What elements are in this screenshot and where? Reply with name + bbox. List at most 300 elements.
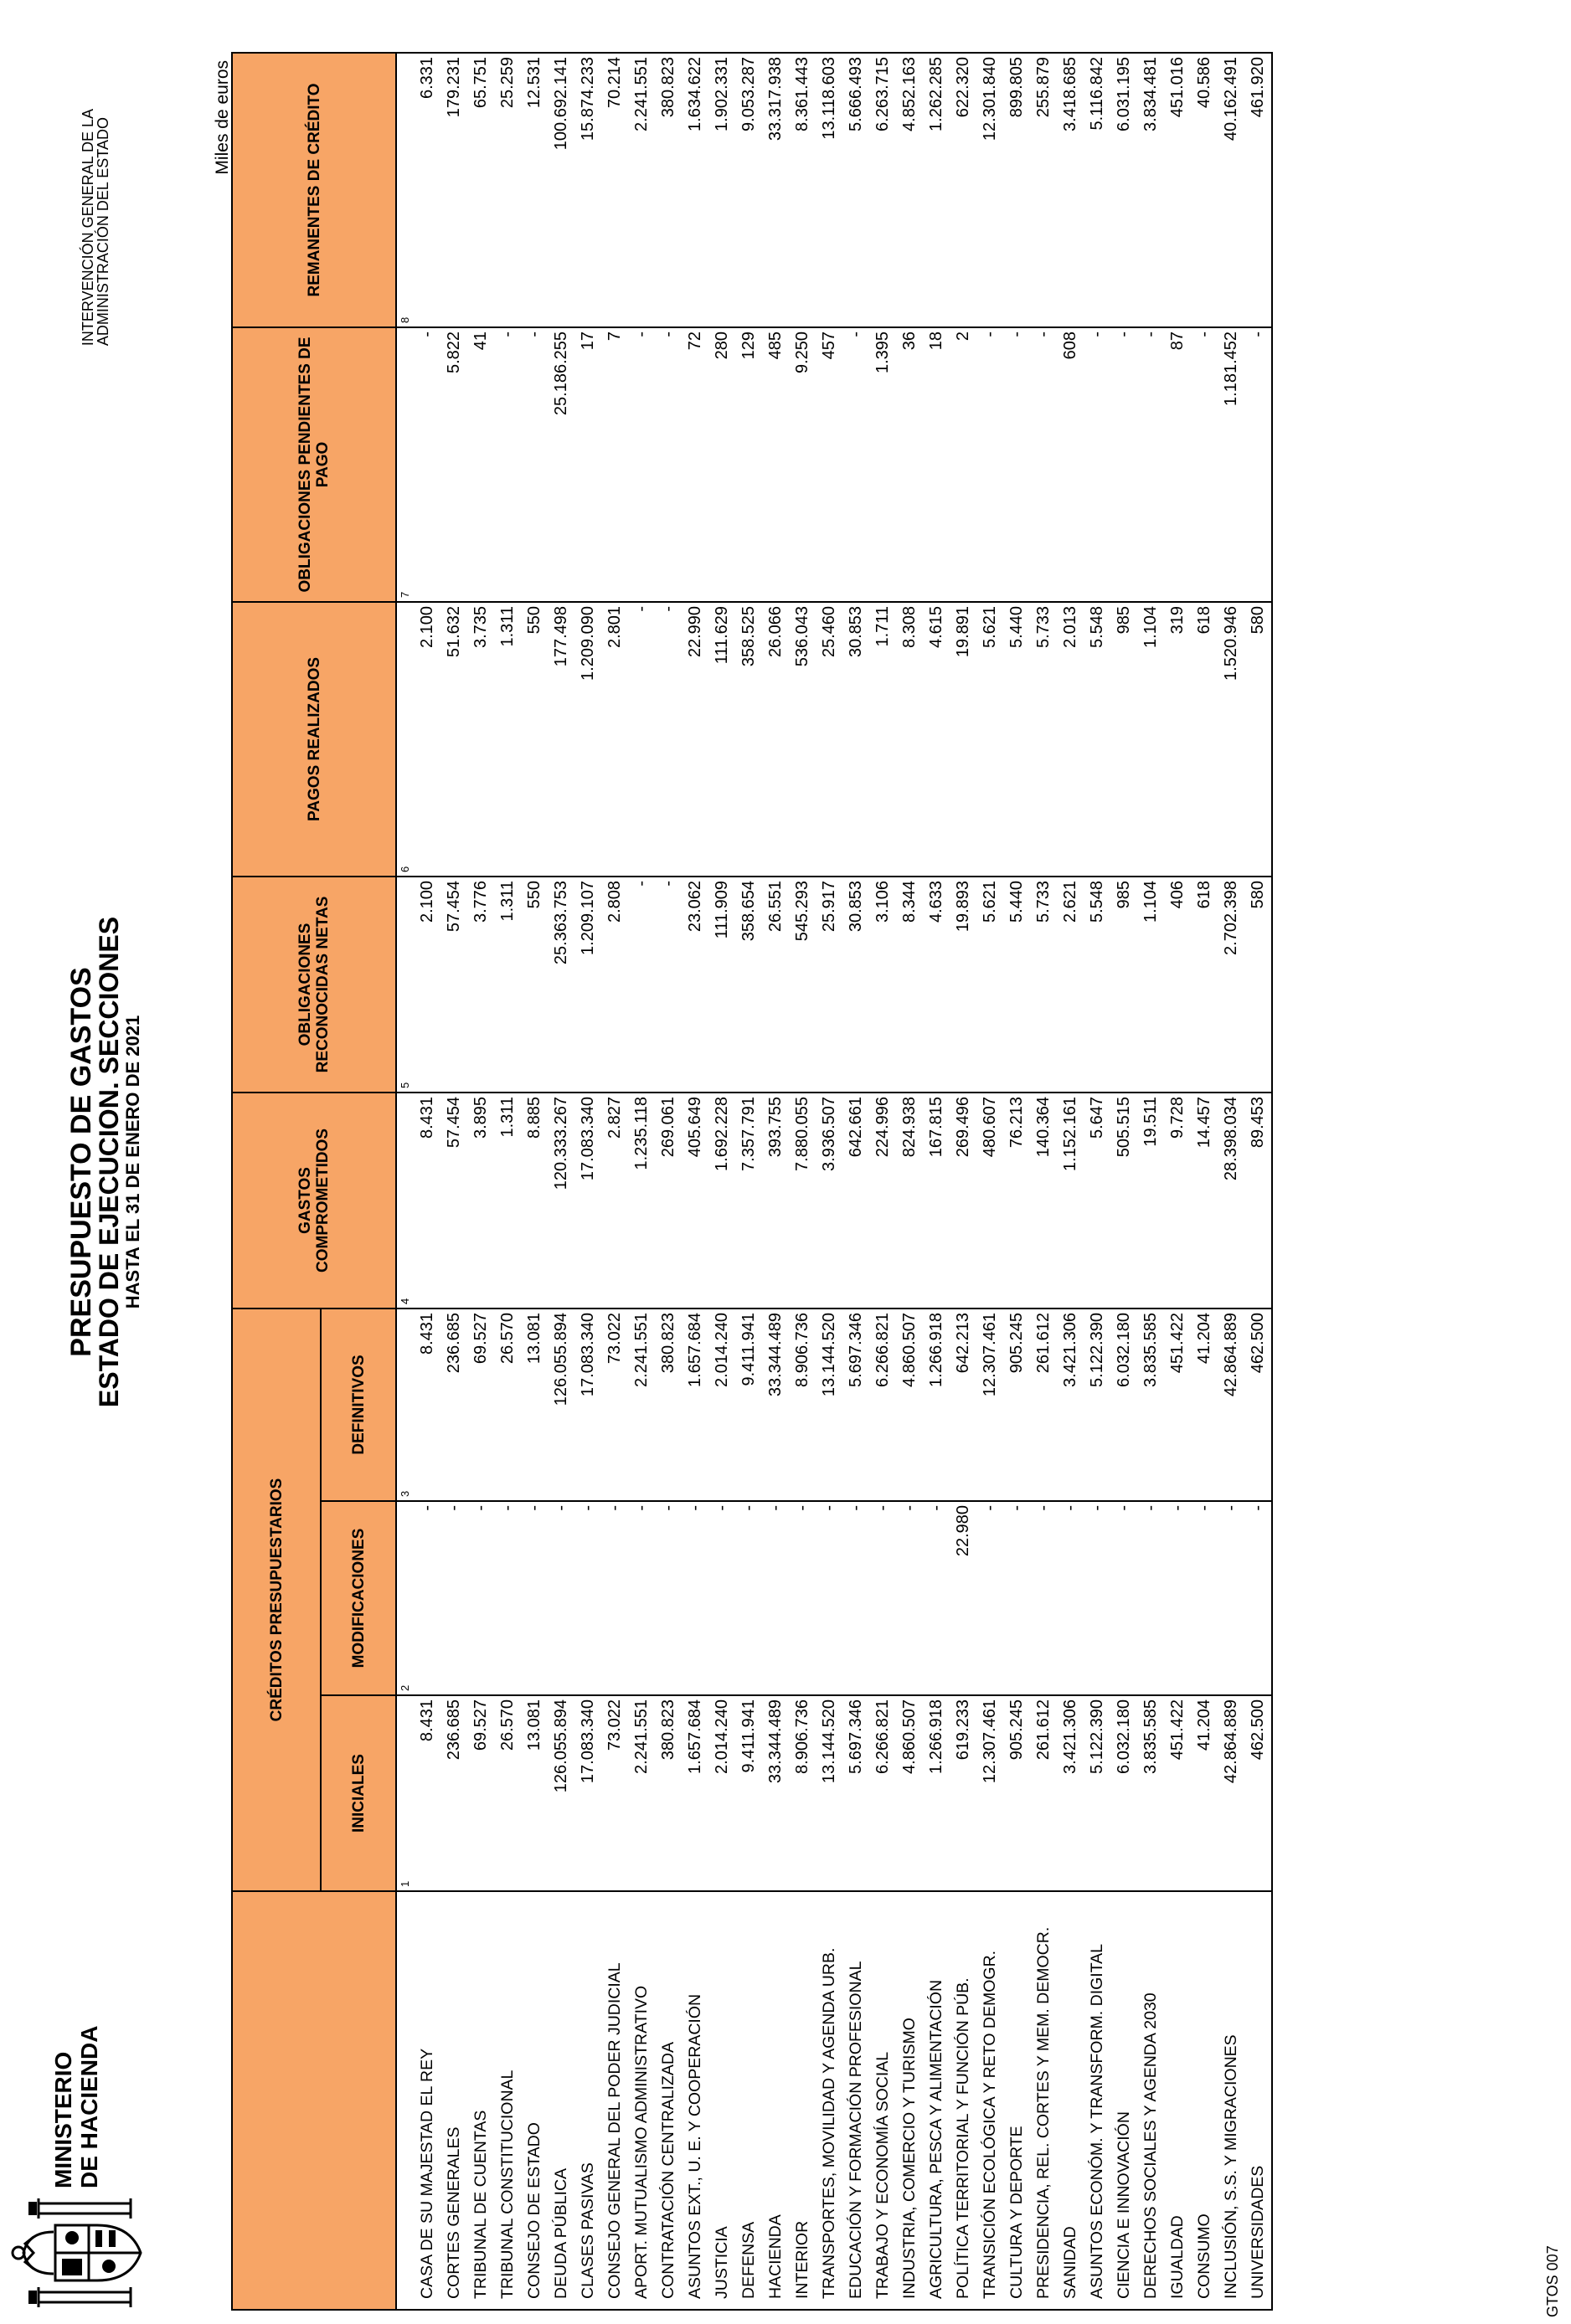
cell-iniciales: 380.823	[655, 1695, 682, 1891]
cell-obligaciones: 550	[521, 877, 548, 1093]
cell-remanentes: 12.301.840	[976, 53, 1003, 327]
table-row	[708, 53, 735, 2310]
cell-pagos: 1.711	[869, 602, 896, 877]
cell-iniciales: 2.241.551	[628, 1695, 655, 1891]
cell-pendientes: -	[655, 327, 682, 602]
table-row	[1191, 53, 1218, 2310]
cell-gastos: 1.235.118	[628, 1093, 655, 1309]
cell-iniciales: 12.307.461	[976, 1695, 1003, 1891]
cell-seccion: DEUDA PÚBLICA	[548, 1891, 574, 2310]
cell-seccion: CONSUMO	[1191, 1891, 1218, 2310]
cell-gastos: 7.357.791	[735, 1093, 762, 1309]
cell-pendientes: 5.822	[440, 327, 467, 602]
cell-modificaciones: -	[1244, 1501, 1272, 1695]
cell-pagos: 550	[521, 602, 548, 877]
cell-obligaciones: 26.551	[762, 877, 789, 1093]
table-row	[923, 53, 950, 2310]
cell-definitivos: 451.422	[1164, 1309, 1191, 1501]
column-number-blank	[396, 1891, 414, 2310]
cell-gastos: 9.728	[1164, 1093, 1191, 1309]
cell-gastos: 2.827	[601, 1093, 628, 1309]
cell-gastos: 167.815	[923, 1093, 950, 1309]
cell-iniciales: 905.245	[1003, 1695, 1030, 1891]
cell-pendientes: 41	[467, 327, 494, 602]
column-number: 4	[396, 1093, 414, 1309]
cell-pagos: 22.990	[682, 602, 708, 877]
cell-iniciales: 42.864.889	[1218, 1695, 1244, 1891]
cell-pendientes: -	[1110, 327, 1137, 602]
cell-remanentes: 65.751	[467, 53, 494, 327]
cell-remanentes: 3.834.481	[1137, 53, 1164, 327]
cell-definitivos: 42.864.889	[1218, 1309, 1244, 1501]
cell-gastos: 269.061	[655, 1093, 682, 1309]
cell-modificaciones: -	[1191, 1501, 1218, 1695]
cell-pagos: 2.801	[601, 602, 628, 877]
cell-pagos: -	[628, 602, 655, 877]
cell-pagos: 19.891	[950, 602, 976, 877]
cell-gastos: 140.364	[1030, 1093, 1057, 1309]
cell-obligaciones: 5.733	[1030, 877, 1057, 1093]
table-row	[1057, 53, 1084, 2310]
ministry-line-1: MINISTERIO	[50, 2051, 76, 2188]
cell-iniciales: 8.906.736	[789, 1695, 816, 1891]
column-number: 1	[396, 1695, 414, 1891]
cell-pendientes: -	[1137, 327, 1164, 602]
cell-seccion: CORTES GENERALES	[440, 1891, 467, 2310]
cell-gastos: 642.661	[842, 1093, 869, 1309]
cell-seccion: INDUSTRIA, COMERCIO Y TURISMO	[896, 1891, 923, 2310]
cell-remanentes: 1.902.331	[708, 53, 735, 327]
cell-modificaciones: -	[1030, 1501, 1057, 1695]
cell-pagos: 5.733	[1030, 602, 1057, 877]
cell-pagos: 177.498	[548, 602, 574, 877]
cell-modificaciones: -	[976, 1501, 1003, 1695]
table-row	[1110, 53, 1137, 2310]
cell-pendientes: 1.395	[869, 327, 896, 602]
cell-pagos: 51.632	[440, 602, 467, 877]
cell-obligaciones: 4.633	[923, 877, 950, 1093]
cell-modificaciones: -	[1084, 1501, 1110, 1695]
issuing-office-line-1: INTERVENCIÓN GENERAL DE LA	[80, 109, 96, 347]
cell-pendientes: 9.250	[789, 327, 816, 602]
cell-pendientes: -	[414, 327, 440, 602]
table-row	[440, 53, 467, 2310]
cell-modificaciones: -	[896, 1501, 923, 1695]
cell-modificaciones: -	[682, 1501, 708, 1695]
cell-gastos: 1.692.228	[708, 1093, 735, 1309]
cell-pendientes: -	[628, 327, 655, 602]
cell-modificaciones: -	[869, 1501, 896, 1695]
cell-definitivos: 5.697.346	[842, 1309, 869, 1501]
cell-seccion: ASUNTOS ECONÓM. Y TRANSFORM. DIGITAL	[1084, 1891, 1110, 2310]
table-row	[601, 53, 628, 2310]
table-row	[521, 53, 548, 2310]
header-pagos-realizados: PAGOS REALIZADOS	[232, 602, 396, 877]
table-row	[628, 53, 655, 2310]
table-row	[467, 53, 494, 2310]
cell-remanentes: 6.031.195	[1110, 53, 1137, 327]
cell-definitivos: 2.014.240	[708, 1309, 735, 1501]
cell-definitivos: 261.612	[1030, 1309, 1057, 1501]
cell-modificaciones: -	[1137, 1501, 1164, 1695]
cell-gastos: 1.152.161	[1057, 1093, 1084, 1309]
cell-seccion: EDUCACIÓN Y FORMACIÓN PROFESIONAL	[842, 1891, 869, 2310]
table-row	[1030, 53, 1057, 2310]
cell-iniciales: 33.344.489	[762, 1695, 789, 1891]
cell-pagos: 618	[1191, 602, 1218, 877]
cell-remanentes: 451.016	[1164, 53, 1191, 327]
cell-modificaciones: -	[521, 1501, 548, 1695]
cell-seccion: SANIDAD	[1057, 1891, 1084, 2310]
cell-remanentes: 4.852.163	[896, 53, 923, 327]
table-row	[976, 53, 1003, 2310]
cell-pagos: 25.460	[816, 602, 842, 877]
cell-definitivos: 4.860.507	[896, 1309, 923, 1501]
cell-iniciales: 4.860.507	[896, 1695, 923, 1891]
cell-definitivos: 236.685	[440, 1309, 467, 1501]
cell-seccion: TRIBUNAL DE CUENTAS	[467, 1891, 494, 2310]
cell-definitivos: 1.657.684	[682, 1309, 708, 1501]
form-code: GTOS 007	[1544, 2245, 1561, 2317]
cell-definitivos: 26.570	[494, 1309, 521, 1501]
cell-seccion: TRANSICIÓN ECOLÓGICA Y RETO DEMOGR.	[976, 1891, 1003, 2310]
cell-seccion: UNIVERSIDADES	[1244, 1891, 1272, 2310]
cell-gastos: 89.453	[1244, 1093, 1272, 1309]
table-row	[1164, 53, 1191, 2310]
cell-gastos: 269.496	[950, 1093, 976, 1309]
cell-pagos: 1.104	[1137, 602, 1164, 877]
table-row	[574, 53, 601, 2310]
cell-remanentes: 5.116.842	[1084, 53, 1110, 327]
cell-pendientes: -	[1191, 327, 1218, 602]
table-row	[950, 53, 976, 2310]
cell-obligaciones: 1.311	[494, 877, 521, 1093]
cell-seccion: INCLUSIÓN, S.S. Y MIGRACIONES	[1218, 1891, 1244, 2310]
table-row	[735, 53, 762, 2310]
cell-pendientes: 25.186.255	[548, 327, 574, 602]
cell-obligaciones: 406	[1164, 877, 1191, 1093]
cell-iniciales: 26.570	[494, 1695, 521, 1891]
header-definitivos: DEFINITIVOS	[321, 1309, 396, 1501]
report-title-block	[67, 0, 144, 2324]
cell-definitivos: 8.431	[414, 1309, 440, 1501]
cell-modificaciones: -	[1110, 1501, 1137, 1695]
cell-obligaciones: -	[655, 877, 682, 1093]
cell-modificaciones: -	[816, 1501, 842, 1695]
cell-definitivos: 69.527	[467, 1309, 494, 1501]
cell-gastos: 224.996	[869, 1093, 896, 1309]
column-number: 3	[396, 1309, 414, 1501]
table-row	[1244, 53, 1272, 2310]
cell-seccion: DEFENSA	[735, 1891, 762, 2310]
cell-pagos: 1.520.946	[1218, 602, 1244, 877]
cell-iniciales: 1.266.918	[923, 1695, 950, 1891]
cell-iniciales: 3.421.306	[1057, 1695, 1084, 1891]
cell-seccion: DERECHOS SOCIALES Y AGENDA 2030	[1137, 1891, 1164, 2310]
cell-iniciales: 261.612	[1030, 1695, 1057, 1891]
cell-modificaciones: -	[842, 1501, 869, 1695]
cell-seccion: CONSEJO DE ESTADO	[521, 1891, 548, 2310]
cell-iniciales: 6.266.821	[869, 1695, 896, 1891]
cell-modificaciones: -	[1218, 1501, 1244, 1695]
cell-pendientes: 18	[923, 327, 950, 602]
cell-modificaciones: -	[789, 1501, 816, 1695]
cell-pendientes: 485	[762, 327, 789, 602]
cell-pendientes: 1.181.452	[1218, 327, 1244, 602]
cell-obligaciones: 30.853	[842, 877, 869, 1093]
cell-iniciales: 619.233	[950, 1695, 976, 1891]
cell-seccion: TRABAJO Y ECONOMÍA SOCIAL	[869, 1891, 896, 2310]
cell-pendientes: 17	[574, 327, 601, 602]
cell-gastos: 480.607	[976, 1093, 1003, 1309]
table-row	[1137, 53, 1164, 2310]
cell-remanentes: 9.053.287	[735, 53, 762, 327]
cell-pendientes: 7	[601, 327, 628, 602]
cell-remanentes: 70.214	[601, 53, 628, 327]
cell-iniciales: 6.032.180	[1110, 1695, 1137, 1891]
cell-definitivos: 380.823	[655, 1309, 682, 1501]
cell-remanentes: 1.634.622	[682, 53, 708, 327]
cell-seccion: INTERIOR	[789, 1891, 816, 2310]
cell-pagos: 2.100	[414, 602, 440, 877]
cell-seccion: AGRICULTURA, PESCA Y ALIMENTACIÓN	[923, 1891, 950, 2310]
cell-remanentes: 8.361.443	[789, 53, 816, 327]
cell-obligaciones: 5.548	[1084, 877, 1110, 1093]
cell-gastos: 57.454	[440, 1093, 467, 1309]
table-row	[1003, 53, 1030, 2310]
cell-modificaciones: -	[414, 1501, 440, 1695]
cell-pagos: 111.629	[708, 602, 735, 877]
cell-obligaciones: 23.062	[682, 877, 708, 1093]
cell-obligaciones: 111.909	[708, 877, 735, 1093]
cell-obligaciones: 358.654	[735, 877, 762, 1093]
cell-pagos: 26.066	[762, 602, 789, 877]
cell-pendientes: -	[976, 327, 1003, 602]
cell-pendientes: 87	[1164, 327, 1191, 602]
cell-seccion: CONTRATACIÓN CENTRALIZADA	[655, 1891, 682, 2310]
cell-pendientes: 129	[735, 327, 762, 602]
table-row	[789, 53, 816, 2310]
ministry-line-2: DE HACIENDA	[76, 2025, 102, 2188]
cell-remanentes: 1.262.285	[923, 53, 950, 327]
cell-pagos: 5.548	[1084, 602, 1110, 877]
cell-gastos: 76.213	[1003, 1093, 1030, 1309]
cell-pagos: 8.308	[896, 602, 923, 877]
cell-seccion: PRESIDENCIA, REL. CORTES Y MEM. DEMOCR.	[1030, 1891, 1057, 2310]
cell-gastos: 19.511	[1137, 1093, 1164, 1309]
table-row	[896, 53, 923, 2310]
report-subtitle: ESTADO DE EJECUCION. SECCIONES	[94, 916, 124, 1408]
cell-gastos: 17.083.340	[574, 1093, 601, 1309]
cell-modificaciones: -	[923, 1501, 950, 1695]
budget-execution-table	[231, 52, 1273, 2311]
cell-seccion: CONSEJO GENERAL DEL PODER JUDICIAL	[601, 1891, 628, 2310]
cell-gastos: 120.333.267	[548, 1093, 574, 1309]
cell-pendientes: 608	[1057, 327, 1084, 602]
cell-definitivos: 17.083.340	[574, 1309, 601, 1501]
cell-definitivos: 41.204	[1191, 1309, 1218, 1501]
cell-iniciales: 1.657.684	[682, 1695, 708, 1891]
cell-seccion: APORT. MUTUALISMO ADMINISTRATIVO	[628, 1891, 655, 2310]
cell-iniciales: 13.144.520	[816, 1695, 842, 1891]
cell-definitivos: 8.906.736	[789, 1309, 816, 1501]
cell-obligaciones: 618	[1191, 877, 1218, 1093]
cell-iniciales: 9.411.941	[735, 1695, 762, 1891]
cell-definitivos: 3.835.585	[1137, 1309, 1164, 1501]
cell-iniciales: 451.422	[1164, 1695, 1191, 1891]
cell-definitivos: 2.241.551	[628, 1309, 655, 1501]
cell-iniciales: 5.697.346	[842, 1695, 869, 1891]
table-row	[869, 53, 896, 2310]
cell-definitivos: 73.022	[601, 1309, 628, 1501]
header-section-blank	[232, 1891, 396, 2310]
cell-definitivos: 126.055.894	[548, 1309, 574, 1501]
cell-iniciales: 3.835.585	[1137, 1695, 1164, 1891]
cell-gastos: 14.457	[1191, 1093, 1218, 1309]
cell-obligaciones: -	[628, 877, 655, 1093]
header-remanentes-credito: REMANENTES DE CRÉDITO	[232, 53, 396, 327]
cell-obligaciones: 19.893	[950, 877, 976, 1093]
cell-remanentes: 899.805	[1003, 53, 1030, 327]
header-obligaciones-pendientes: OBLIGACIONES PENDIENTES DE PAGO	[232, 327, 396, 602]
cell-gastos: 28.398.034	[1218, 1093, 1244, 1309]
table-row	[1084, 53, 1110, 2310]
cell-pagos: 985	[1110, 602, 1137, 877]
cell-obligaciones: 2.702.398	[1218, 877, 1244, 1093]
cell-modificaciones: 22.980	[950, 1501, 976, 1695]
table-row	[414, 53, 440, 2310]
cell-modificaciones: -	[762, 1501, 789, 1695]
cell-remanentes: 179.231	[440, 53, 467, 327]
cell-modificaciones: -	[574, 1501, 601, 1695]
cell-remanentes: 3.418.685	[1057, 53, 1084, 327]
cell-obligaciones: 57.454	[440, 877, 467, 1093]
cell-modificaciones: -	[1057, 1501, 1084, 1695]
cell-obligaciones: 1.209.107	[574, 877, 601, 1093]
header-modificaciones: MODIFICACIONES	[321, 1501, 396, 1695]
cell-iniciales: 41.204	[1191, 1695, 1218, 1891]
cell-seccion: IGUALDAD	[1164, 1891, 1191, 2310]
column-number: 5	[396, 877, 414, 1093]
cell-definitivos: 642.213	[950, 1309, 976, 1501]
cell-obligaciones: 985	[1110, 877, 1137, 1093]
cell-obligaciones: 580	[1244, 877, 1272, 1093]
cell-seccion: TRANSPORTES, MOVILIDAD Y AGENDA URB.	[816, 1891, 842, 2310]
cell-definitivos: 1.266.918	[923, 1309, 950, 1501]
cell-gastos: 405.649	[682, 1093, 708, 1309]
issuing-office	[80, 109, 111, 346]
cell-pendientes: -	[1030, 327, 1057, 602]
cell-pagos: 4.615	[923, 602, 950, 877]
cell-remanentes: 100.692.141	[548, 53, 574, 327]
units-label: Miles de euros	[213, 60, 232, 175]
cell-definitivos: 12.307.461	[976, 1309, 1003, 1501]
table-row	[762, 53, 789, 2310]
cell-remanentes: 13.118.603	[816, 53, 842, 327]
cell-seccion: CULTURA Y DEPORTE	[1003, 1891, 1030, 2310]
cell-obligaciones: 1.104	[1137, 877, 1164, 1093]
cell-remanentes: 12.531	[521, 53, 548, 327]
cell-seccion: TRIBUNAL CONSTITUCIONAL	[494, 1891, 521, 2310]
cell-modificaciones: -	[440, 1501, 467, 1695]
cell-obligaciones: 8.344	[896, 877, 923, 1093]
cell-pendientes: -	[494, 327, 521, 602]
table-row	[816, 53, 842, 2310]
cell-iniciales: 2.014.240	[708, 1695, 735, 1891]
cell-remanentes: 15.874.233	[574, 53, 601, 327]
cell-definitivos: 33.344.489	[762, 1309, 789, 1501]
cell-pendientes: -	[521, 327, 548, 602]
cell-modificaciones: -	[467, 1501, 494, 1695]
cell-iniciales: 73.022	[601, 1695, 628, 1891]
cell-pendientes: 36	[896, 327, 923, 602]
table-row	[494, 53, 521, 2310]
column-number-row	[396, 53, 414, 2310]
issuing-office-line-2: ADMINISTRACIÓN DEL ESTADO	[95, 117, 111, 347]
cell-obligaciones: 25.363.753	[548, 877, 574, 1093]
cell-definitivos: 905.245	[1003, 1309, 1030, 1501]
cell-seccion: HACIENDA	[762, 1891, 789, 2310]
cell-gastos: 7.880.055	[789, 1093, 816, 1309]
cell-pagos: -	[655, 602, 682, 877]
cell-remanentes: 380.823	[655, 53, 682, 327]
cell-modificaciones: -	[494, 1501, 521, 1695]
cell-seccion: JUSTICIA	[708, 1891, 735, 2310]
column-number: 8	[396, 53, 414, 327]
cell-pendientes: -	[1244, 327, 1272, 602]
table-row	[655, 53, 682, 2310]
cell-pagos: 1.209.090	[574, 602, 601, 877]
cell-seccion: POLÍTICA TERRITORIAL Y FUNCIÓN PÚB.	[950, 1891, 976, 2310]
cell-obligaciones: 3.776	[467, 877, 494, 1093]
cell-remanentes: 255.879	[1030, 53, 1057, 327]
cell-remanentes: 40.586	[1191, 53, 1218, 327]
cell-definitivos: 462.500	[1244, 1309, 1272, 1501]
cell-modificaciones: -	[708, 1501, 735, 1695]
report-title: PRESUPUESTO DE GASTOS	[65, 967, 97, 1357]
cell-definitivos: 9.411.941	[735, 1309, 762, 1501]
header-gastos-comprometidos: GASTOS COMPROMETIDOS	[232, 1093, 396, 1309]
cell-gastos: 505.515	[1110, 1093, 1137, 1309]
cell-pendientes: 2	[950, 327, 976, 602]
cell-remanentes: 6.331	[414, 53, 440, 327]
column-number: 2	[396, 1501, 414, 1695]
cell-remanentes: 40.162.491	[1218, 53, 1244, 327]
cell-seccion: CIENCIA E INNOVACIÓN	[1110, 1891, 1137, 2310]
cell-iniciales: 69.527	[467, 1695, 494, 1891]
cell-pagos: 319	[1164, 602, 1191, 877]
cell-gastos: 3.936.507	[816, 1093, 842, 1309]
column-number: 6	[396, 602, 414, 877]
table-row	[842, 53, 869, 2310]
cell-pendientes: 72	[682, 327, 708, 602]
cell-iniciales: 13.081	[521, 1695, 548, 1891]
cell-obligaciones: 2.808	[601, 877, 628, 1093]
cell-gastos: 824.938	[896, 1093, 923, 1309]
cell-pendientes: -	[1084, 327, 1110, 602]
cell-modificaciones: -	[628, 1501, 655, 1695]
cell-remanentes: 25.259	[494, 53, 521, 327]
cell-iniciales: 17.083.340	[574, 1695, 601, 1891]
cell-definitivos: 6.032.180	[1110, 1309, 1137, 1501]
header-obligaciones-reconocidas: OBLIGACIONES RECONOCIDAS NETAS	[232, 877, 396, 1093]
cell-obligaciones: 25.917	[816, 877, 842, 1093]
cell-seccion: CLASES PASIVAS	[574, 1891, 601, 2310]
table-row	[682, 53, 708, 2310]
cell-remanentes: 33.317.938	[762, 53, 789, 327]
cell-iniciales: 5.122.390	[1084, 1695, 1110, 1891]
table-row	[1218, 53, 1244, 2310]
